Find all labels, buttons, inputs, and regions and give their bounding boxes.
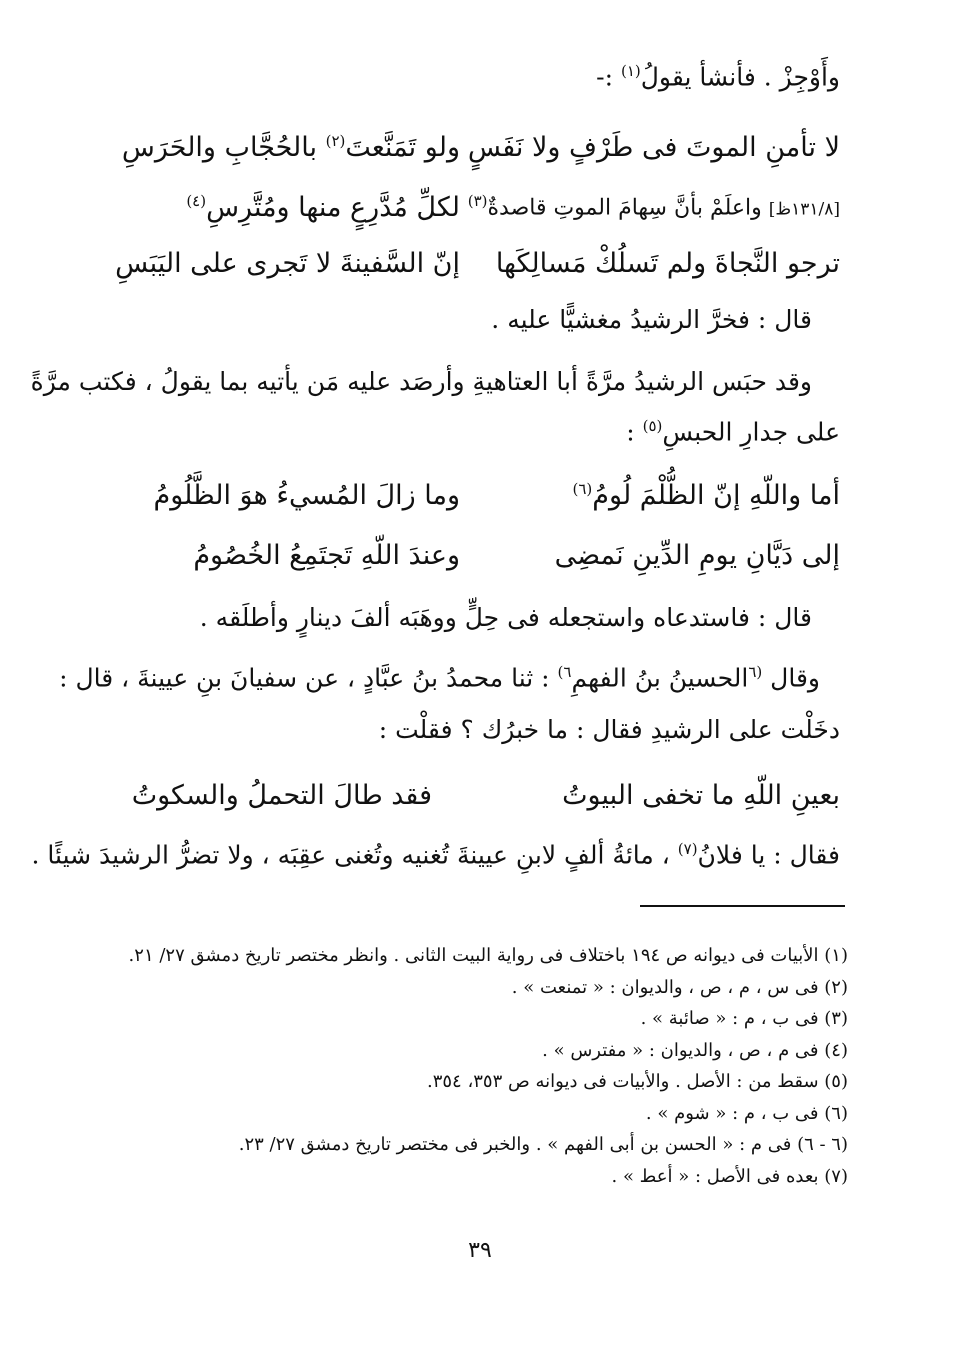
hemistich: إلى دَيَّانِ يومِ الدِّينِ نَمضِى: [554, 540, 840, 571]
poem1-verse1-left: [122, 132, 460, 163]
intro-text: وأَوْجِزْ . فأنشأ يقولُ: [640, 62, 840, 92]
footnote-ref: (٣): [467, 192, 488, 210]
intro-line: [596, 62, 840, 91]
hemistich: بعينِ اللّهِ ما تخفى البيوتُ: [562, 780, 840, 811]
footnote-separator: [640, 905, 845, 907]
footnote-ref: (١): [620, 62, 641, 80]
footnote: (٦ - ٦) فى م : « الحسن بن أبى الفهم » . والخبر فى مختصر تاريخ دمشق ٢٧/ ٢٣.: [238, 1134, 848, 1155]
poem3-right: [562, 780, 840, 811]
paragraph3-pre: وقال: [762, 663, 820, 693]
after-poem2: قال : فاستدعاه واستجعله فى حِلٍّ ووهَبَه ألفَ دينارٍ وأطلَقه .: [199, 603, 812, 632]
paragraph2-line1: وقد حبَس الرشيدُ مرَّةً أبا العتاهيةِ وأرصَد عليه مَن يأتيه بما يقولُ ، فكتب مرَّةً: [30, 367, 812, 396]
footnote: (٥) سقط من : الأصل . والأبيات فى ديوانه ص ٣٥٣، ٣٥٤.: [426, 1071, 848, 1092]
hemistich: أما واللّهِ إنّ الظُّلْمَ لُومُ: [592, 480, 840, 511]
footnote: (١) الأبيات فى ديوانه ص ١٩٤ باختلاف فى رواية البيت الثانى . وانظر مختصر تاريخ دمشق ٢٧/ ٢١.: [128, 945, 848, 966]
paragraph2-line2: [626, 417, 840, 446]
poem2-verse1-left: [153, 480, 460, 511]
paragraph2-tail: :: [626, 417, 643, 447]
footnote-ref: (٢): [325, 132, 346, 150]
footnote-ref: (٥): [642, 417, 663, 435]
poem2-verse2-left: [193, 540, 460, 571]
hemistich: لكلِّ مُدَّرِعٍ منها ومُتَّرِسِ: [206, 192, 460, 223]
poem2-verse1-right: [573, 480, 841, 511]
footnote-ref: ٦): [557, 663, 572, 681]
page-number: ٣٩: [468, 1238, 492, 1263]
footnote-ref: (٧): [677, 840, 698, 858]
footnotes: [129, 940, 848, 1192]
poem2-verse2-right: [555, 540, 840, 571]
intro-tail: :-: [596, 62, 621, 92]
narrator-name: الحسينُ بنُ الفهمِ: [571, 663, 749, 693]
footnote-ref: (٦: [748, 663, 763, 681]
final-line: [32, 840, 840, 869]
hemistich: واعلَمْ بأنَّ سِهامَ الموتِ قاصدةٌ: [487, 195, 769, 221]
paragraph3-line2: دخَلْت على الرشيدِ فقال : ما خبرُك ؟ فقلْت :: [378, 715, 840, 744]
footnote: (٧) بعده فى الأصل : « أعط » .: [611, 1165, 848, 1187]
hemistich: إنّ السَّفينةَ لا تَجرى على اليَبَسِ: [115, 248, 460, 279]
footnote: (٢) فى س ، م ، ص ، والديوان : « تمنعت » .: [511, 976, 848, 998]
paragraph3-rest: : ثنا محمدُ بنُ عبَّادٍ ، عن سفيانَ بنِ عيينةَ ، قال :: [59, 663, 558, 693]
poem1-verse3-right: [496, 248, 840, 279]
final-pre: فقال : يا فلانُ: [697, 840, 840, 870]
paragraph2-text: على جدارِ الحبسِ: [662, 417, 840, 447]
poem3-left: [132, 780, 432, 811]
manuscript-marker: [١٣١/٨ظ]: [768, 199, 840, 220]
footnote-ref: (٤): [186, 192, 207, 210]
poem1-verse2-left: [186, 192, 460, 223]
paragraph3-line1: [59, 663, 820, 692]
poem1-verse2-right: [468, 192, 840, 220]
hemistich: فقد طالَ التحملُ والسكوتُ: [131, 780, 432, 811]
footnote-ref: (٦): [572, 480, 593, 498]
final-rest: ، مائةُ ألفٍ لابنِ عيينةَ تُغنيه وتُغنى عقِبَه ، ولا تضرُّ الرشيدَ شيئًا .: [31, 840, 678, 870]
hemistich: وعندَ اللّهِ تَجتَمِعُ الخُصُومُ: [193, 540, 460, 571]
poem1-verse1-right: [468, 132, 840, 163]
hemistich-tail: بالحُجَّابِ والحَرَسِ: [121, 132, 326, 163]
after-poem1: قال : فخرَّ الرشيدُ مغشيًّا عليه .: [491, 305, 812, 334]
hemistich: ولو تَمَنَّعتَ: [345, 132, 460, 163]
footnote: (٦) فى ب ، م : « شوم » .: [645, 1102, 848, 1124]
poem1-verse3-left: [115, 248, 460, 279]
footnote: (٣) فى ب ، م : « صائبة » .: [640, 1008, 848, 1029]
hemistich: لا تأمنِ الموتَ فى طَرْفٍ ولا نَفَسٍ: [467, 132, 840, 163]
footnote: (٤) فى م ، ص ، والديوان : « مفترس » .: [542, 1039, 848, 1061]
hemistich: ترجو النَّجاةَ ولم تَسلُكْ مَسالِكَها: [495, 248, 840, 279]
hemistich: وما زالَ المُسيءُ هوَ الظَّلُومُ: [153, 480, 460, 511]
